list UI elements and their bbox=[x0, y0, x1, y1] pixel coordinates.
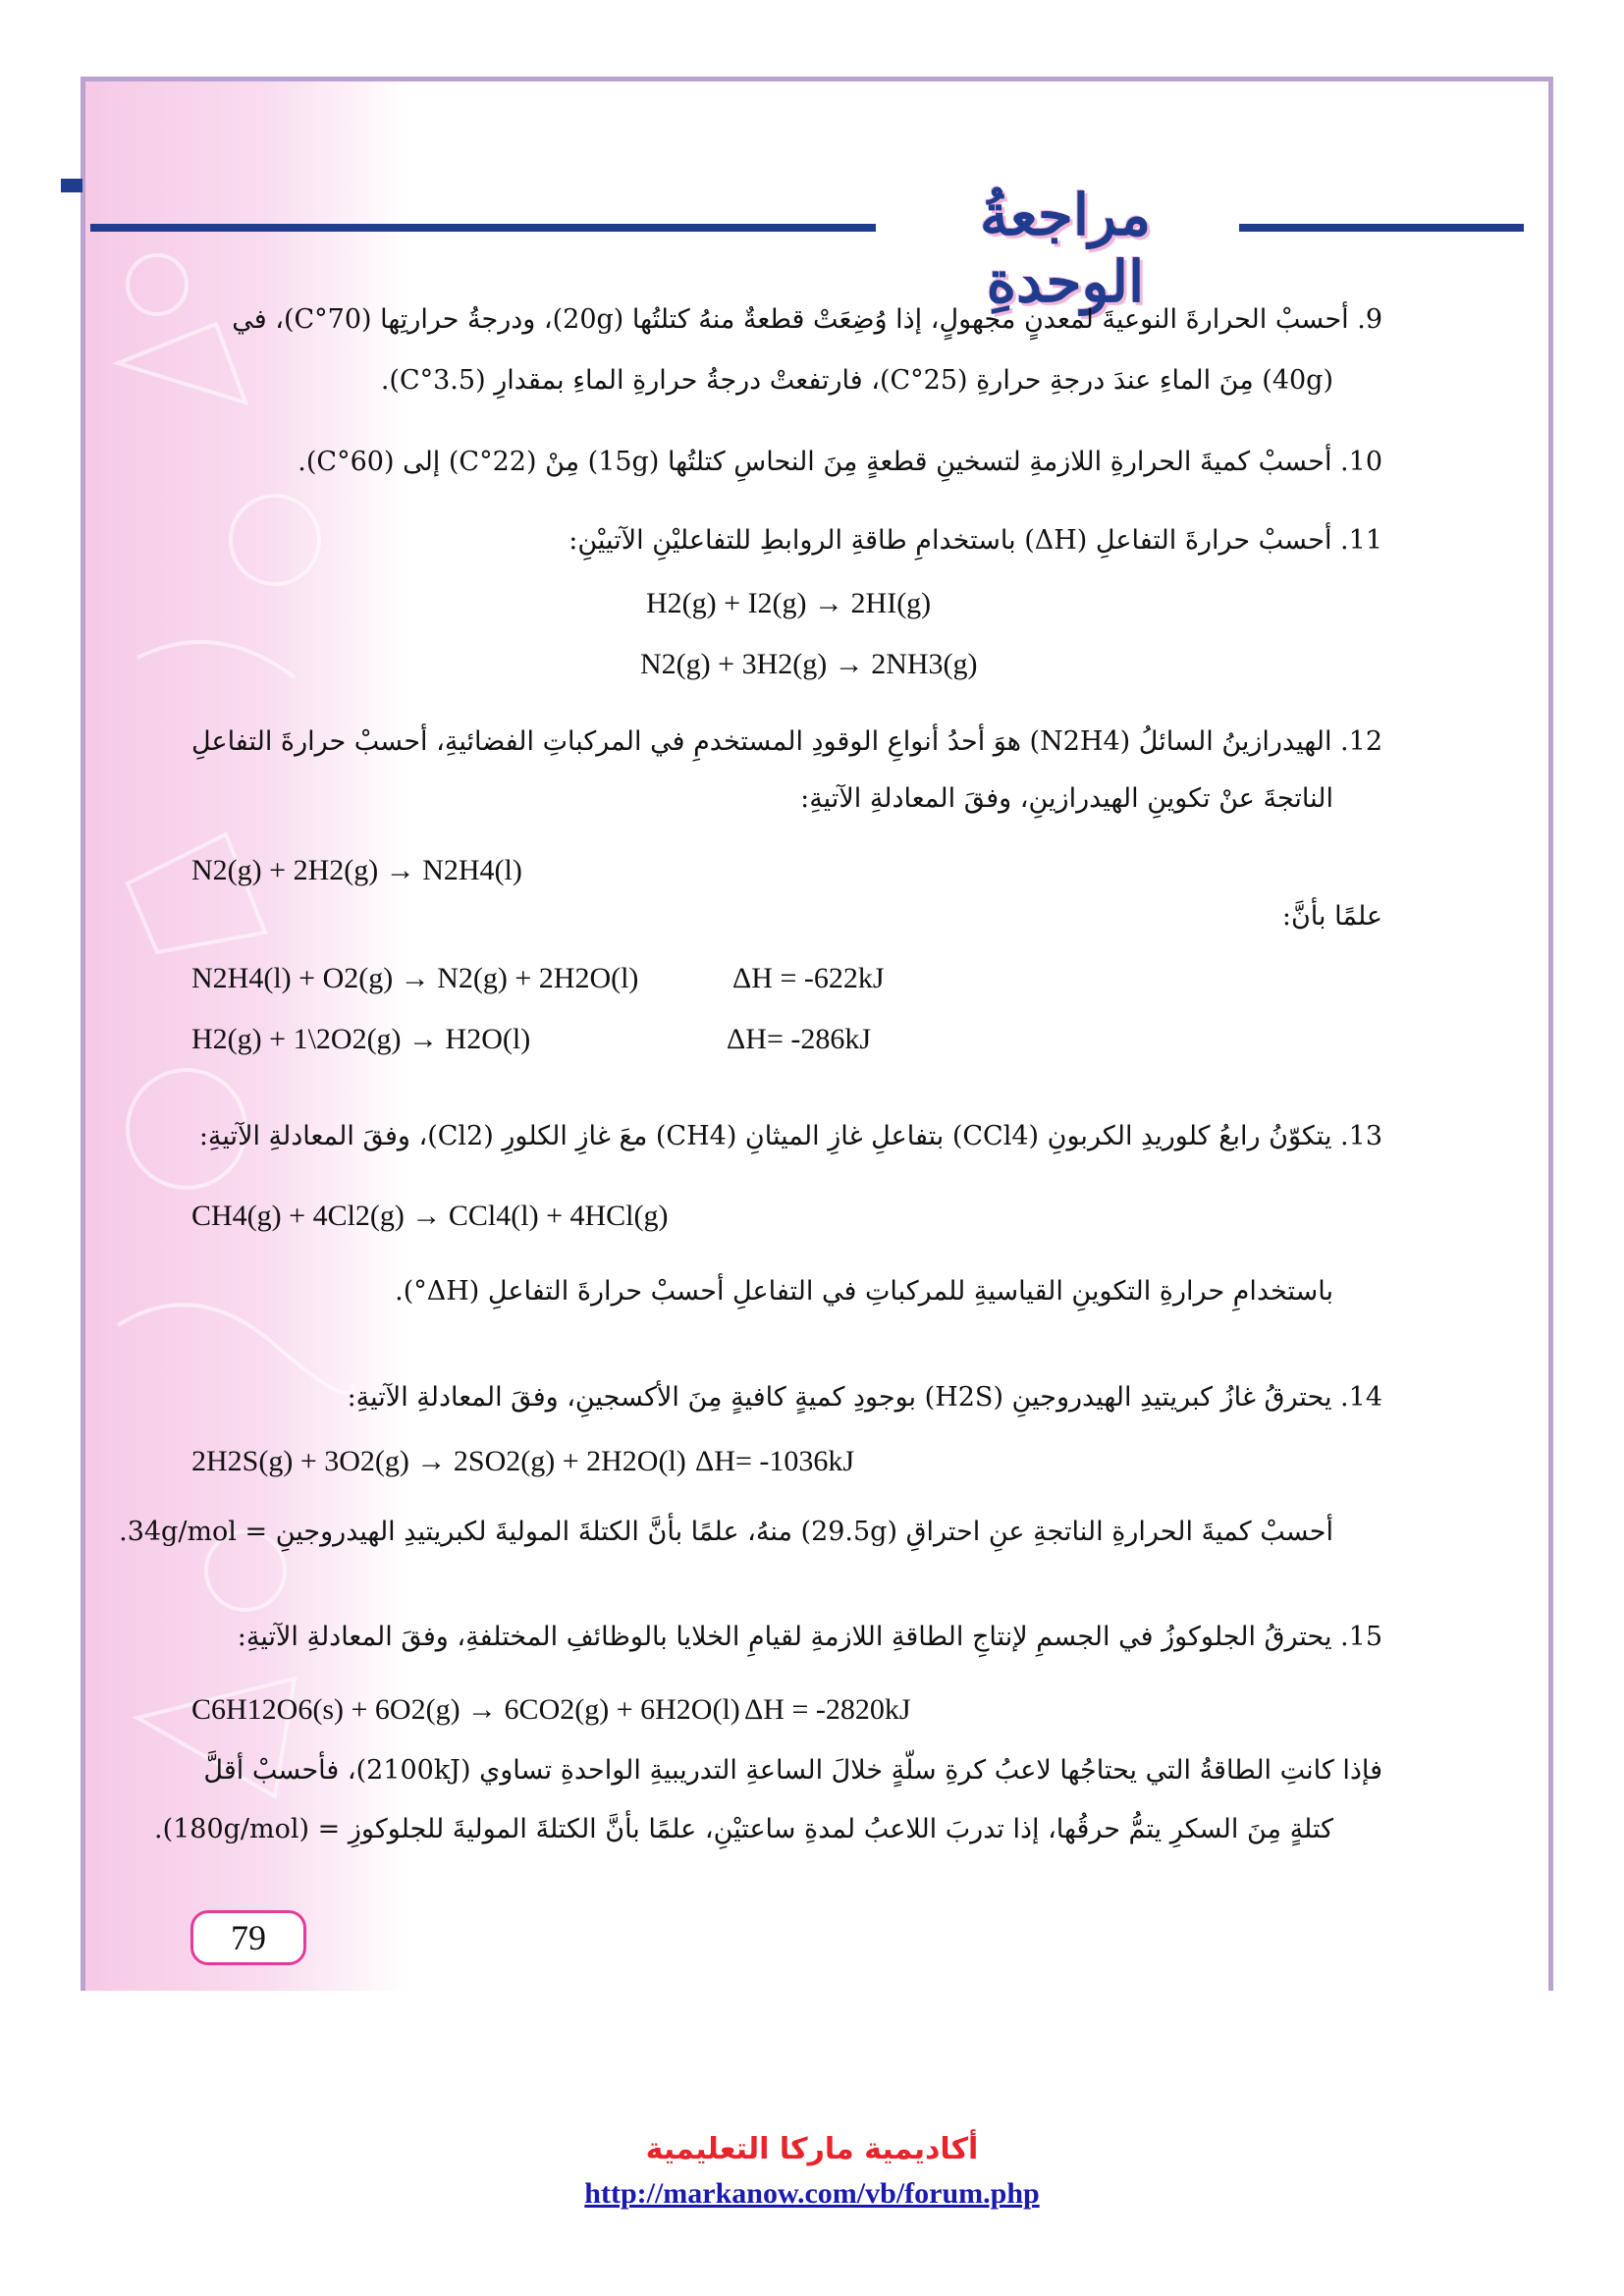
question-11-equation-1: H2(g) + I2(g) → 2HI(g) bbox=[646, 587, 932, 619]
question-15-line-2: فإذا كانتِ الطاقةُ التي يحتاجُها لاعبُ كرةِ سلّةٍ خلالَ الساعةِ التدريبيةِ الواحدةِ تساوي (2100kJ)، فأحسبْ أقلَّ bbox=[203, 1755, 1382, 1786]
footer-academy-name: أكاديمية ماركا التعليمية bbox=[645, 2132, 979, 2166]
question-11-equation-2: N2(g) + 3H2(g) → 2NH3(g) bbox=[640, 648, 978, 680]
question-12-main-equation: N2(g) + 2H2(g) → N2H4(l) bbox=[191, 854, 522, 886]
question-12-delta-h-b: ΔH= -286kJ bbox=[727, 1023, 872, 1055]
question-9-line-1: 9. أحسبْ الحرارةَ النوعيةَ لمعدنٍ مجهولٍ، إذا وُضِعَتْ قطعةٌ منهُ كتلتُها (20g)، ودرجةُ حرارتِها (70°C)، في bbox=[232, 304, 1382, 335]
header-tick-mark bbox=[61, 179, 82, 192]
question-12-line-1: 12. الهيدرازينُ السائلُ (N2H4) هوَ أحدُ أنواعِ الوقودِ المستخدمِ في المركباتِ الفضائيةِ، أحسبْ حرارةَ التفاعلِ bbox=[191, 726, 1382, 757]
question-13-equation: CH4(g) + 4Cl2(g) → CCl4(l) + 4HCl(g) bbox=[191, 1200, 669, 1232]
question-12-delta-h-a: ΔH = -622kJ bbox=[732, 962, 885, 994]
question-12-equation-a: N2H4(l) + O2(g) → N2(g) + 2H2O(l) bbox=[191, 962, 639, 994]
question-15-line-1: 15. يحترقُ الجلوكوزُ في الجسمِ لإنتاجِ الطاقةِ اللازمةِ لقيامِ الخلايا بالوظائفِ المختلفةِ، وفقَ المعادلةِ الآتيةِ: bbox=[237, 1622, 1382, 1652]
question-14-line-1: 14. يحترقُ غازُ كبريتيدِ الهيدروجينِ (H2S) بوجودِ كميةٍ كافيةٍ مِنَ الأكسجينِ، وفقَ المعادلةِ الآتيةِ: bbox=[347, 1382, 1382, 1413]
question-13-line-1: 13. يتكوّنُ رابعُ كلوريدِ الكربونِ (CCl4) بتفاعلِ غازِ الميثانِ (CH4) معَ غازِ الكلورِ (Cl2)، وفقَ المعادلةِ الآتيةِ: bbox=[198, 1121, 1382, 1151]
question-15-line-3: كتلةٍ مِنَ السكرِ يتمُّ حرقُها، إذا تدربَ اللاعبُ لمدةِ ساعتيْنِ، علمًا بأنَّ الكتلةَ الموليةَ للجلوكوزِ = (180g/mol). bbox=[153, 1814, 1333, 1844]
header-rule-right bbox=[1239, 224, 1524, 232]
question-12-given-label: علمًا بأنَّ: bbox=[1281, 901, 1382, 932]
question-15-delta-h: ΔH = -2820kJ bbox=[744, 1693, 911, 1726]
page-title: مراجعةُ الوحدةِ bbox=[979, 182, 1152, 315]
question-14-equation: 2H2S(g) + 3O2(g) → 2SO2(g) + 2H2O(l) bbox=[191, 1445, 686, 1477]
question-13-line-2: باستخدامِ حرارةِ التكوينِ القياسيةِ للمركباتِ في التفاعلِ أحسبْ حرارةَ التفاعلِ (ΔH°). bbox=[395, 1276, 1333, 1307]
question-9-line-2: (40g) مِنَ الماءِ عندَ درجةِ حرارةِ (25°C)، فارتفعتْ درجةُ حرارةِ الماءِ بمقدارِ (3.5°C). bbox=[380, 365, 1333, 396]
header-rule-left bbox=[90, 224, 876, 232]
page-number: 79 bbox=[190, 1910, 306, 1965]
question-15-equation: C6H12O6(s) + 6O2(g) → 6CO2(g) + 6H2O(l) bbox=[191, 1693, 740, 1726]
footer-forum-link[interactable]: http://markanow.com/vb/forum.php bbox=[584, 2177, 1040, 2210]
question-14-line-2: أحسبْ كميةَ الحرارةِ الناتجةِ عنِ احتراقِ (29.5g) منهُ، علمًا بأنَّ الكتلةَ الموليةَ لكبريتيدِ الهيدروجينِ = 34g/mol. bbox=[119, 1517, 1333, 1547]
question-11-line-1: 11. أحسبْ حرارةَ التفاعلِ (ΔH) باستخدامِ طاقةِ الروابطِ للتفاعليْنِ الآتييْنِ: bbox=[568, 525, 1382, 556]
question-12-line-2: الناتجةَ عنْ تكوينِ الهيدرازينِ، وفقَ المعادلةِ الآتيةِ: bbox=[800, 783, 1333, 814]
question-10-line-1: 10. أحسبْ كميةَ الحرارةِ اللازمةِ لتسخينِ قطعةٍ مِنَ النحاسِ كتلتُها (15g) مِنْ (22°C) إلى (60°C). bbox=[298, 447, 1382, 477]
question-14-delta-h: ΔH= -1036kJ bbox=[695, 1445, 855, 1477]
question-12-equation-b: H2(g) + 1\2O2(g) → H2O(l) bbox=[191, 1023, 531, 1055]
